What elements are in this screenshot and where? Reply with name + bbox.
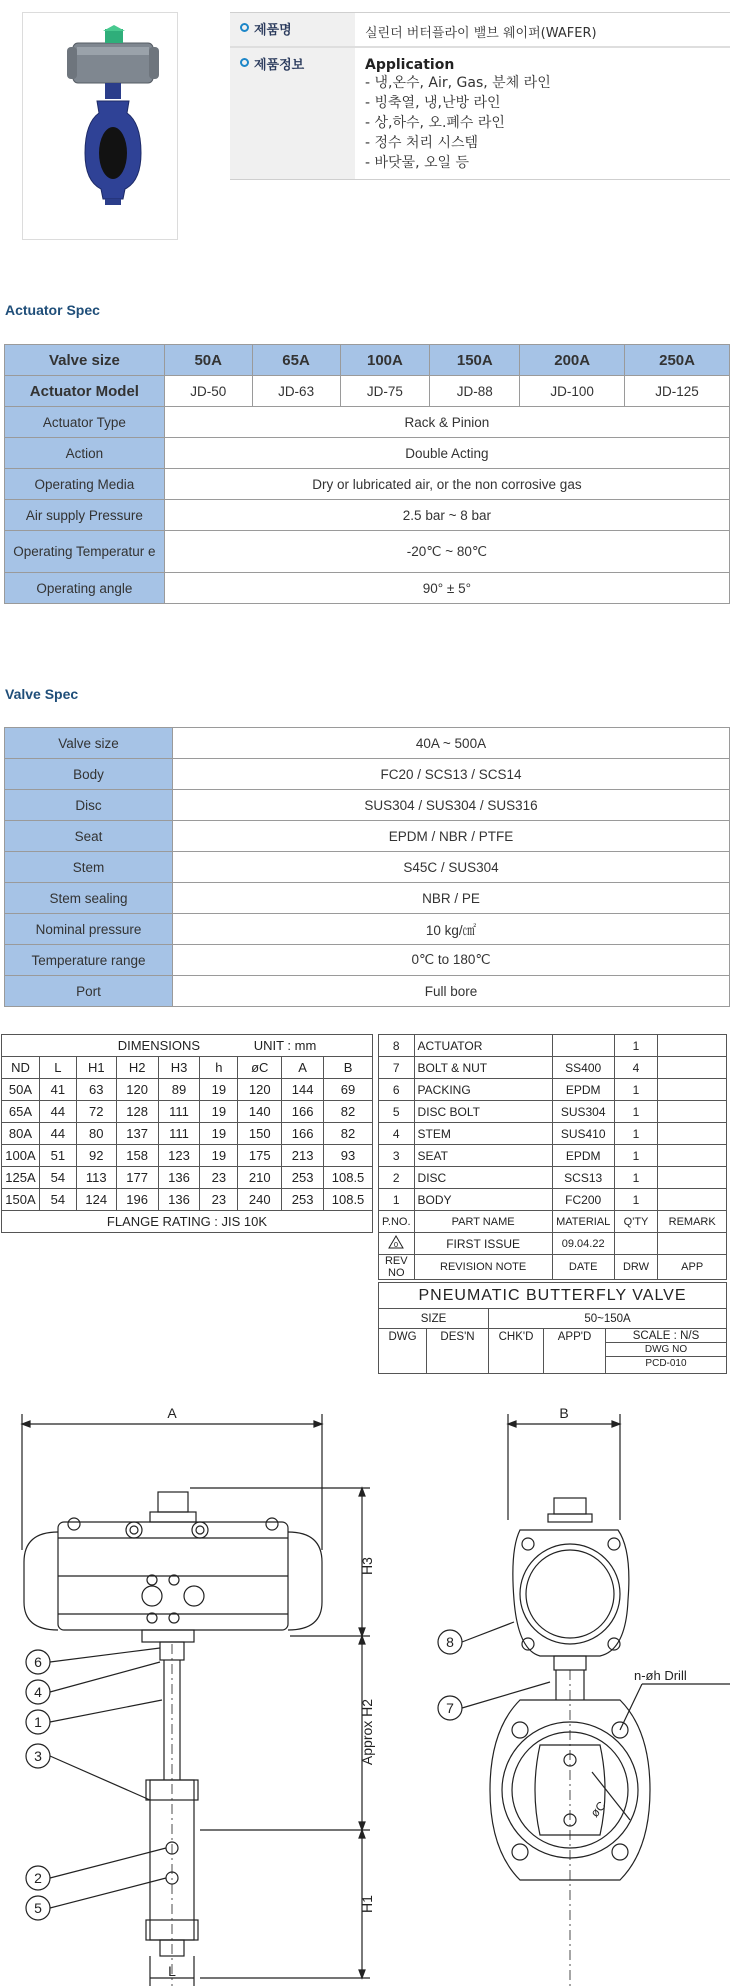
dim-cell: 210	[238, 1167, 282, 1189]
dimensions-table	[1, 1034, 373, 1233]
product-info-row	[230, 46, 730, 180]
dim-cell: 44	[39, 1101, 76, 1123]
spec-label: Valve size	[5, 728, 173, 759]
dim-cell: 125A	[2, 1167, 40, 1189]
part-material: SCS13	[552, 1167, 614, 1189]
part-material: SUS304	[552, 1101, 614, 1123]
dimensions-unit: UNIT : mm	[253, 1038, 317, 1053]
svg-text:0: 0	[394, 1241, 399, 1249]
part-no: 5	[379, 1101, 415, 1123]
spec-label: Temperature range	[5, 945, 173, 976]
part-qty: 1	[614, 1101, 658, 1123]
dim-header: h	[200, 1057, 238, 1079]
dim-cell: 175	[238, 1145, 282, 1167]
spec-label: Stem sealing	[5, 883, 173, 914]
dim-cell: 108.5	[324, 1167, 373, 1189]
dim-cell: 65A	[2, 1101, 40, 1123]
dim-cell: 140	[238, 1101, 282, 1123]
warning-triangle-icon	[379, 1233, 415, 1255]
part-no: 3	[379, 1145, 415, 1167]
dim-header: L	[39, 1057, 76, 1079]
dim-c-label: øC	[587, 1798, 609, 1820]
dim-cell: 69	[324, 1079, 373, 1101]
dim-cell: 23	[200, 1167, 238, 1189]
dim-cell: 128	[116, 1101, 158, 1123]
spec-label: Disc	[5, 790, 173, 821]
bom-row	[379, 1189, 727, 1211]
part-qty: 1	[614, 1035, 658, 1057]
product-info-box	[230, 12, 730, 180]
bom-header: PART NAME	[414, 1211, 552, 1233]
bom-row	[379, 1057, 727, 1079]
size-cell: 65A	[252, 345, 340, 376]
dim-cell: 120	[116, 1079, 158, 1101]
spec-row	[5, 945, 730, 976]
part-name: ACTUATOR	[414, 1035, 552, 1057]
first-issue-row	[379, 1233, 727, 1255]
product-name-label: 제품명	[230, 13, 355, 46]
bom-header: REMARK	[658, 1211, 727, 1233]
chkd-label: CHK'D	[489, 1329, 544, 1373]
actuator-spec-title: Actuator Spec	[5, 302, 100, 318]
dimensions-header-row	[2, 1057, 373, 1079]
part-qty: 1	[614, 1123, 658, 1145]
spec-value: SUS304 / SUS304 / SUS316	[173, 790, 730, 821]
dimensions-row	[2, 1123, 373, 1145]
dim-a-label: A	[167, 1405, 177, 1421]
bom-header: P.NO.	[379, 1211, 415, 1233]
model-cell: JD-125	[625, 376, 730, 407]
dimensions-title-row	[2, 1035, 373, 1057]
size-label: SIZE	[379, 1309, 489, 1328]
spec-label: Operating angle	[5, 573, 165, 604]
bom-row	[379, 1101, 727, 1123]
rev-header: REV NO	[379, 1255, 415, 1280]
dim-cell: 166	[282, 1101, 324, 1123]
dim-cell: 136	[158, 1167, 200, 1189]
bom-header: MATERIAL	[552, 1211, 614, 1233]
spec-value: EPDM / NBR / PTFE	[173, 821, 730, 852]
bom-row	[379, 1145, 727, 1167]
callout-4: 4	[34, 1684, 42, 1700]
spec-value: S45C / SUS304	[173, 852, 730, 883]
dim-cell: 92	[76, 1145, 116, 1167]
bom-row	[379, 1167, 727, 1189]
actuator-model-row	[5, 376, 730, 407]
dim-cell: 51	[39, 1145, 76, 1167]
dimensions-title: DIMENSIONS	[117, 1038, 201, 1053]
dimensions-row	[2, 1145, 373, 1167]
model-cell: JD-88	[430, 376, 520, 407]
dim-cell: 113	[76, 1167, 116, 1189]
actuator-model-header: Actuator Model	[5, 376, 165, 407]
part-qty: 1	[614, 1189, 658, 1211]
part-remark	[658, 1189, 727, 1211]
first-issue-date: 09.04.22	[552, 1233, 614, 1255]
dim-cell: 50A	[2, 1079, 40, 1101]
revision-header-row	[379, 1255, 727, 1280]
part-name: BOLT & NUT	[414, 1057, 552, 1079]
bom-table	[378, 1034, 727, 1280]
valve-photo-illustration	[23, 13, 179, 241]
spec-value: 40A ~ 500A	[173, 728, 730, 759]
application-line: - 빙축열, 냉,난방 라인	[365, 95, 501, 111]
bullet-icon	[240, 58, 249, 67]
dim-cell: 80A	[2, 1123, 40, 1145]
dim-cell: 124	[76, 1189, 116, 1211]
dim-cell: 19	[200, 1145, 238, 1167]
bom-row	[379, 1035, 727, 1057]
spec-row	[5, 531, 730, 573]
part-no: 6	[379, 1079, 415, 1101]
bom-row	[379, 1079, 727, 1101]
part-remark	[658, 1123, 727, 1145]
size-cell: 200A	[520, 345, 625, 376]
valve-spec-title: Valve Spec	[5, 686, 79, 702]
dim-cell: 177	[116, 1167, 158, 1189]
dim-cell: 253	[282, 1189, 324, 1211]
part-no: 1	[379, 1189, 415, 1211]
dim-header: B	[324, 1057, 373, 1079]
spec-row	[5, 500, 730, 531]
part-remark	[658, 1167, 727, 1189]
spec-label: Nominal pressure	[5, 914, 173, 945]
dim-cell: 150A	[2, 1189, 40, 1211]
dim-b-label: B	[559, 1405, 569, 1421]
rev-header: APP	[658, 1255, 727, 1280]
spec-value: -20℃ ~ 80℃	[164, 531, 729, 573]
dim-cell: 111	[158, 1101, 200, 1123]
spec-label: Action	[5, 438, 165, 469]
valve-spec-table	[4, 727, 730, 1007]
dim-cell: 82	[324, 1101, 373, 1123]
spec-label: Actuator Type	[5, 407, 165, 438]
dimensions-row	[2, 1189, 373, 1211]
part-qty: 4	[614, 1057, 658, 1079]
dim-cell: 158	[116, 1145, 158, 1167]
callout-7: 7	[446, 1700, 454, 1716]
application-line: - 정수 처리 시스템	[365, 135, 479, 151]
part-name: PACKING	[414, 1079, 552, 1101]
flange-rating-row	[2, 1211, 373, 1233]
spec-value: FC20 / SCS13 / SCS14	[173, 759, 730, 790]
dim-cell: 19	[200, 1101, 238, 1123]
spec-label: Operating Media	[5, 469, 165, 500]
scale-label: SCALE : N/S	[606, 1329, 726, 1343]
application-line: - 냉,온수, Air, Gas, 분체 라인	[365, 75, 551, 91]
first-issue-label: FIRST ISSUE	[414, 1233, 552, 1255]
spec-row	[5, 573, 730, 604]
callout-1: 1	[34, 1714, 42, 1730]
part-remark	[658, 1057, 727, 1079]
actuator-spec-table	[4, 344, 730, 604]
spec-row	[5, 821, 730, 852]
dim-h2-label: Approx H2	[359, 1698, 375, 1766]
part-qty: 1	[614, 1145, 658, 1167]
part-remark	[658, 1145, 727, 1167]
dim-cell: 253	[282, 1167, 324, 1189]
application-line: - 바닷물, 오일 등	[365, 155, 469, 171]
indicator	[158, 1492, 188, 1512]
spec-label: Air supply Pressure	[5, 500, 165, 531]
model-cell: JD-50	[164, 376, 252, 407]
part-name: DISC	[414, 1167, 552, 1189]
spec-row	[5, 883, 730, 914]
dwg-no-label: DWG NO	[606, 1343, 726, 1357]
valve-drawing	[0, 1400, 740, 1986]
part-remark	[658, 1101, 727, 1123]
part-material: FC200	[552, 1189, 614, 1211]
spec-row	[5, 976, 730, 1007]
drill-label: n-øh Drill	[634, 1668, 687, 1683]
dim-cell: 19	[200, 1079, 238, 1101]
product-name-row	[230, 12, 730, 46]
size-cell: 100A	[340, 345, 430, 376]
desn-label: DES'N	[427, 1329, 489, 1373]
model-cell: JD-75	[340, 376, 430, 407]
dim-h3-label: H3	[359, 1557, 375, 1575]
spec-label: Seat	[5, 821, 173, 852]
rev-header: DRW	[614, 1255, 658, 1280]
part-material: SUS410	[552, 1123, 614, 1145]
dim-cell: 41	[39, 1079, 76, 1101]
bom-header-row	[379, 1211, 727, 1233]
part-name: STEM	[414, 1123, 552, 1145]
spec-value: 90° ± 5°	[164, 573, 729, 604]
dim-cell: 123	[158, 1145, 200, 1167]
model-cell: JD-100	[520, 376, 625, 407]
dim-l-label: L	[168, 1963, 176, 1979]
spec-value: 10 kg/㎠	[173, 914, 730, 945]
spec-value: Dry or lubricated air, or the non corrosive gas	[164, 469, 729, 500]
dim-cell: 111	[158, 1123, 200, 1145]
dim-cell: 89	[158, 1079, 200, 1101]
product-info-label: 제품정보	[230, 48, 355, 179]
product-photo	[22, 12, 178, 240]
dim-cell: 93	[324, 1145, 373, 1167]
spec-row	[5, 469, 730, 500]
dim-cell: 23	[200, 1189, 238, 1211]
dim-cell: 144	[282, 1079, 324, 1101]
part-qty: 1	[614, 1079, 658, 1101]
dim-cell: 63	[76, 1079, 116, 1101]
part-material	[552, 1035, 614, 1057]
bullet-icon	[240, 23, 249, 32]
spec-row	[5, 790, 730, 821]
dim-cell: 136	[158, 1189, 200, 1211]
callout-8: 8	[446, 1634, 454, 1650]
dim-header: ND	[2, 1057, 40, 1079]
dim-cell: 72	[76, 1101, 116, 1123]
dim-cell: 196	[116, 1189, 158, 1211]
part-material: EPDM	[552, 1079, 614, 1101]
spec-row	[5, 728, 730, 759]
dim-header: øC	[238, 1057, 282, 1079]
dim-cell: 100A	[2, 1145, 40, 1167]
part-name: DISC BOLT	[414, 1101, 552, 1123]
dim-cell: 54	[39, 1189, 76, 1211]
dim-cell: 82	[324, 1123, 373, 1145]
model-cell: JD-63	[252, 376, 340, 407]
rev-header: DATE	[552, 1255, 614, 1280]
dimensions-row	[2, 1167, 373, 1189]
dim-cell: 19	[200, 1123, 238, 1145]
spec-row	[5, 438, 730, 469]
valve-size-row	[5, 345, 730, 376]
rev-header: REVISION NOTE	[414, 1255, 552, 1280]
spec-label: Stem	[5, 852, 173, 883]
callout-6: 6	[34, 1654, 42, 1670]
spec-row	[5, 852, 730, 883]
spec-label: Body	[5, 759, 173, 790]
dim-h1-label: H1	[359, 1895, 375, 1913]
part-no: 4	[379, 1123, 415, 1145]
dwg-label: DWG	[379, 1329, 427, 1373]
appd-label: APP'D	[544, 1329, 606, 1373]
drawing-title: PNEUMATIC BUTTERFLY VALVE	[418, 1286, 687, 1304]
bom-header: Q'TY	[614, 1211, 658, 1233]
application-title: Application	[365, 57, 455, 73]
dim-cell: 150	[238, 1123, 282, 1145]
dim-header: H2	[116, 1057, 158, 1079]
spec-row	[5, 759, 730, 790]
application-line: - 상,하수, 오.폐수 라인	[365, 115, 505, 131]
dimensions-row	[2, 1079, 373, 1101]
dim-header: H3	[158, 1057, 200, 1079]
size-value: 50~150A	[584, 1312, 631, 1325]
dim-cell: 120	[238, 1079, 282, 1101]
part-qty: 1	[614, 1167, 658, 1189]
flange-rating: FLANGE RATING : JIS 10K	[2, 1211, 373, 1233]
callout-3: 3	[34, 1748, 42, 1764]
product-name-value: 실린더 버터플라이 밸브 웨이퍼(WAFER)	[365, 26, 597, 41]
part-material: EPDM	[552, 1145, 614, 1167]
dim-cell: 240	[238, 1189, 282, 1211]
dimensions-row	[2, 1101, 373, 1123]
part-no: 2	[379, 1167, 415, 1189]
spec-row	[5, 914, 730, 945]
dim-cell: 54	[39, 1167, 76, 1189]
dim-cell: 108.5	[324, 1189, 373, 1211]
part-remark	[658, 1079, 727, 1101]
spec-value: 0℃ to 180℃	[173, 945, 730, 976]
spec-value: 2.5 bar ~ 8 bar	[164, 500, 729, 531]
callout-5: 5	[34, 1900, 42, 1916]
dim-cell: 80	[76, 1123, 116, 1145]
size-cell: 250A	[625, 345, 730, 376]
spec-value: Double Acting	[164, 438, 729, 469]
part-remark	[658, 1035, 727, 1057]
part-no: 7	[379, 1057, 415, 1079]
spec-label: Operating Temperatur e	[5, 531, 165, 573]
dim-header: H1	[76, 1057, 116, 1079]
part-name: BODY	[414, 1189, 552, 1211]
spec-value: Full bore	[173, 976, 730, 1007]
size-cell: 50A	[164, 345, 252, 376]
spec-label: Port	[5, 976, 173, 1007]
pcd-number: PCD-010	[645, 1358, 687, 1369]
spec-value: Rack & Pinion	[164, 407, 729, 438]
part-material: SS400	[552, 1057, 614, 1079]
size-cell: 150A	[430, 345, 520, 376]
bom-row	[379, 1123, 727, 1145]
callout-2: 2	[34, 1870, 42, 1886]
part-no: 8	[379, 1035, 415, 1057]
dim-header: A	[282, 1057, 324, 1079]
dim-cell: 213	[282, 1145, 324, 1167]
product-info-value	[355, 48, 730, 179]
valve-size-header: Valve size	[5, 345, 165, 376]
dim-cell: 166	[282, 1123, 324, 1145]
dim-cell: 137	[116, 1123, 158, 1145]
spec-row	[5, 407, 730, 438]
spec-value: NBR / PE	[173, 883, 730, 914]
dim-cell: 44	[39, 1123, 76, 1145]
title-block	[378, 1282, 727, 1374]
part-name: SEAT	[414, 1145, 552, 1167]
